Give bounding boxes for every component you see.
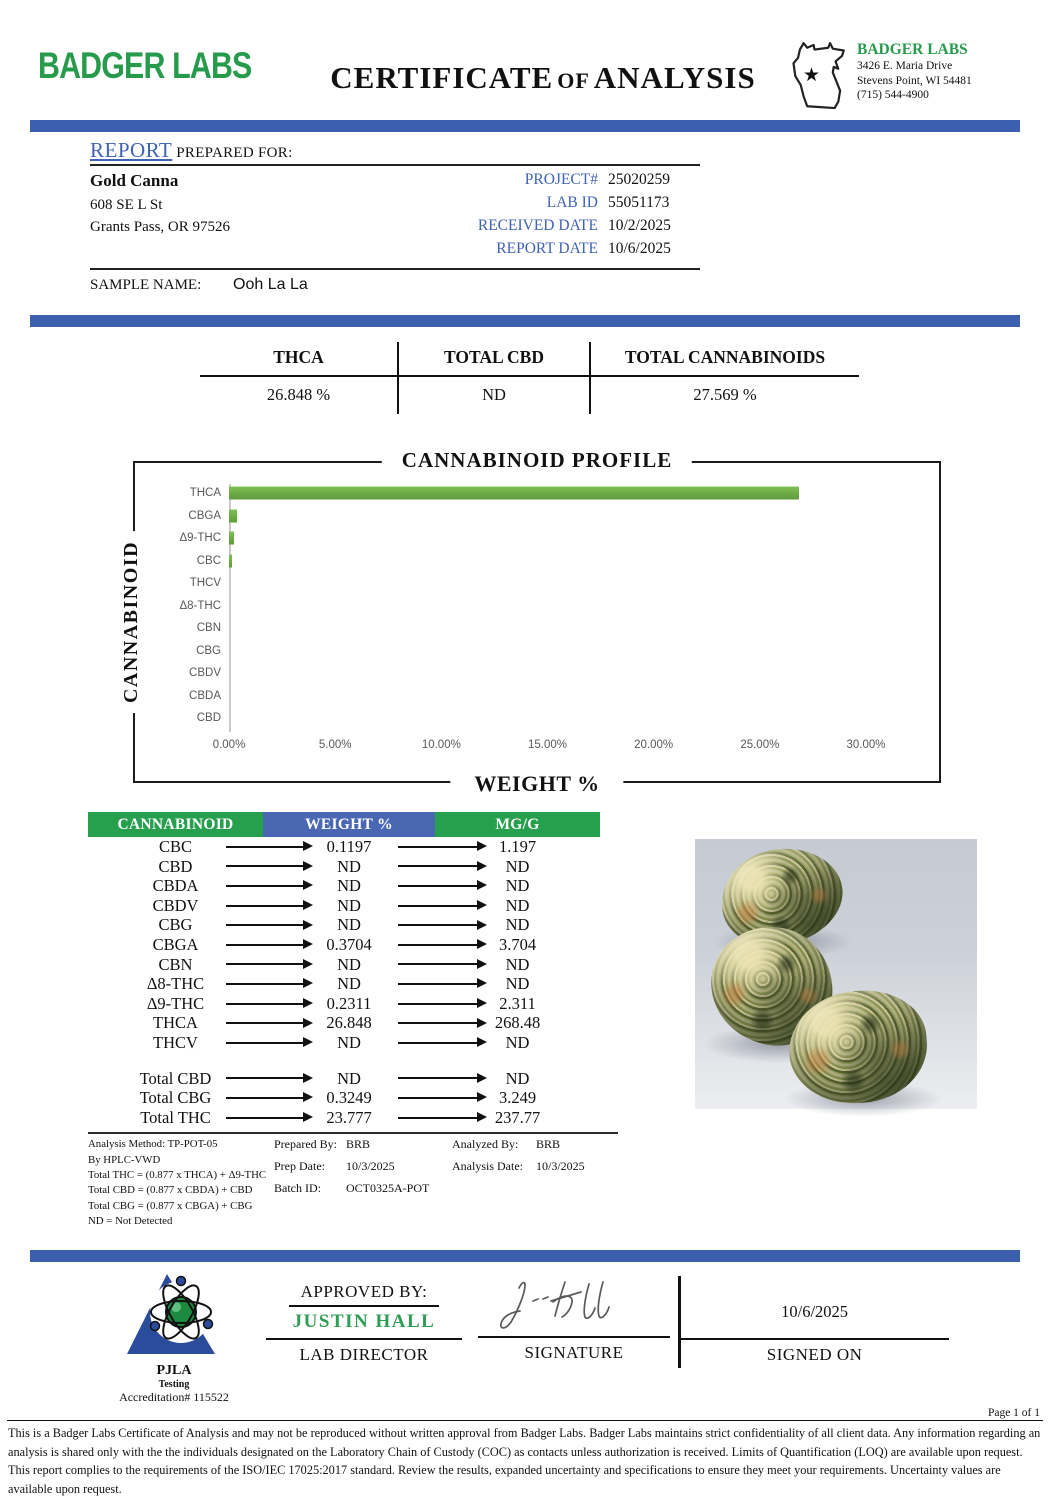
note-field-label: Analyzed By: [452,1137,519,1152]
summary-column [397,342,589,414]
chart-category-label: CBN [196,622,221,635]
header-mgg: MG/G [435,812,600,837]
chart-row [135,640,939,663]
page-title: CERTIFICATE OF ANALYSIS [330,60,756,95]
arrow-icon [398,846,478,848]
weight-percent-value: ND [337,856,361,876]
cannabinoid-name: Δ8-THC [146,974,205,994]
weight-percent-value: 0.3704 [326,934,372,954]
approval-footer [30,1268,1020,1405]
chart-category-label: THCV [189,577,221,590]
mgg-value: ND [505,876,530,896]
arrow-icon [398,1022,478,1024]
arrow-icon [226,1097,304,1099]
prep-info [274,1137,452,1229]
chart-row [135,505,939,528]
chart-bar-track [229,482,866,505]
chart-row [135,550,939,573]
divider-bar [30,120,1020,132]
result-row [88,915,600,935]
weight-percent-value: 23.777 [326,1107,372,1127]
signature-block [478,1274,670,1363]
divider-bar [30,315,1020,327]
weight-percent-value: 0.3249 [326,1088,372,1108]
results-totals [88,1069,600,1128]
report-field-value: 25020259 [608,171,670,188]
arrow-icon [226,1022,304,1024]
weight-percent-value: ND [337,915,361,935]
chart-x-tick-label: 20.00% [634,739,674,751]
arrow-icon [226,944,304,946]
note-line: Total THC = (0.877 x THCA) + Δ9-THC [88,1168,267,1181]
note-line: Analysis Method: TP-POT-05 [88,1138,218,1151]
result-row [88,974,600,994]
mgg-value: ND [505,1032,530,1052]
result-row [88,837,600,857]
chart-category-label: Δ9-THC [179,532,221,545]
cannabinoid-profile-chart [120,448,941,796]
weight-percent-value: ND [337,876,361,896]
summary-table [200,342,1050,414]
client-address1: 608 SE L St [90,197,163,213]
arrow-icon [398,963,478,965]
chart-bar-track [229,505,866,528]
badger-labs-logo [30,38,298,94]
chart-row [135,572,939,595]
cannabinoid-name: THCV [153,1032,198,1052]
results-section [88,812,1050,1229]
cannabinoid-name: Total CBG [139,1088,212,1108]
note-field-value: BRB [346,1137,371,1152]
mgg-value: ND [505,1068,530,1088]
note-field [274,1159,452,1174]
report-info-section [90,138,700,294]
weight-percent-value: ND [337,974,361,994]
result-row [88,1013,600,1033]
cannabinoid-name: CBGA [152,934,199,954]
chart-bar [229,509,237,522]
pjla-accreditation-block [88,1268,260,1405]
chart-title: CANNABINOID PROFILE [382,448,692,473]
arrow-icon [398,885,478,887]
lab-name: BADGER LABS [857,41,968,58]
chart-x-tick-label: 10.00% [421,739,461,751]
client-address2: Grants Pass, OR 97526 [90,219,231,235]
arrow-icon [398,1003,478,1005]
arrow-icon [398,905,478,907]
pjla-name: PJLA [156,1363,192,1379]
report-section-title: REPORT PREPARED FOR: [90,138,700,166]
note-line: ND = Not Detected [88,1214,173,1227]
approved-by-label: APPROVED BY: [289,1282,439,1307]
disclaimer-text: This is a Badger Labs Certificate of Analysis and may not be reproduced without written approval from Badger Labs. Badger Labs maintains strict confidentiality of all client data. Any information regarding an analysis is shared only with the the individuals designated on the Laboratory Chain of Custody (COC) as contacts unless authorization is received. Limits of Quantification (LOQ) are available upon request. This report complies to the requirements of the ISO/IEC 17025:2017 standard. Review the results, expanded uncertainty and specifications to ensure they meet your requirements. Uncertainty values are available upon request. [8,1426,1041,1496]
summary-header: TOTAL CBD [399,342,589,377]
note-line: Total CBD = (0.877 x CBDA) + CBD [88,1184,253,1197]
chart-row [135,527,939,550]
report-field-value: 10/2/2025 [608,217,671,234]
note-field [452,1159,585,1174]
chart-row [135,617,939,640]
arrow-icon [398,924,478,926]
note-field-value: 10/3/2025 [536,1159,585,1174]
chart-x-axis-label: WEIGHT % [450,771,623,797]
arrow-icon [226,983,304,985]
mgg-value: 3.704 [498,934,537,954]
note-field [274,1137,452,1152]
report-field-label: PROJECT# [524,171,598,188]
note-field-label: Prepared By: [274,1137,337,1152]
chart-row [135,482,939,505]
arrow-icon [398,944,478,946]
chart-bar [229,532,234,545]
chart-category-label: CBG [196,644,221,657]
mgg-value: ND [505,954,530,974]
arrow-icon [398,865,478,867]
result-row [88,1088,600,1108]
arrow-icon [226,905,304,907]
mgg-value: ND [505,895,530,915]
sample-name-row [90,270,700,294]
client-block [90,171,230,258]
header-cannabinoid: CANNABINOID [88,812,263,837]
report-field-label: LAB ID [546,194,598,211]
client-name: Gold Canna [90,171,179,190]
footer-rule [7,1420,1043,1421]
chart-x-ticks [212,739,886,755]
chart-category-label: CBGA [188,509,221,522]
result-row [88,896,600,916]
summary-header: THCA [200,342,397,377]
pjla-logo-icon [115,1268,233,1360]
report-field-label: REPORT DATE [496,240,598,257]
approver-name: JUSTIN HALL [266,1307,462,1340]
sample-name-value: Ooh La La [233,276,308,293]
cannabinoid-name: Δ9-THC [146,993,205,1013]
chart-bar-track [229,550,866,573]
chart-x-tick-label: 25.00% [740,739,780,751]
cannabinoid-name: Total THC [140,1107,211,1127]
chart-category-label: Δ8-THC [179,599,221,612]
lab-phone: (715) 544-4900 [857,89,929,102]
chart-y-axis-label: CANNABINOID [120,531,143,713]
chart-x-tick-label: 30.00% [846,739,886,751]
cannabinoid-name: CBDA [152,876,199,896]
chart-bar-track [229,707,866,730]
lab-address-badge [788,38,1020,114]
result-row [88,935,600,955]
chart-row [135,662,939,685]
header-weight: WEIGHT % [263,812,435,837]
results-table [88,812,600,1229]
note-line: Total CBG = (0.877 x CBGA) + CBG [88,1199,253,1212]
report-field-value: 10/6/2025 [608,240,671,257]
weight-percent-value: ND [337,1068,361,1088]
results-rows [88,837,600,1053]
summary-header: TOTAL CANNABINOIDS [591,342,859,377]
arrow-icon [226,1042,304,1044]
mgg-value: ND [505,915,530,935]
note-field-value: OCT0325A-POT [346,1181,430,1196]
cannabinoid-name: CBDV [152,895,199,915]
arrow-icon [398,1077,478,1079]
result-row [88,857,600,877]
chart-row [135,595,939,618]
chart-plot-area [135,482,939,730]
result-row [88,1069,600,1089]
arrow-icon [226,924,304,926]
result-row [88,994,600,1014]
page-number: Page 1 of 1 [987,1407,1040,1420]
mgg-value: 2.311 [499,993,536,1013]
chart-bar-track [229,685,866,708]
weight-percent-value: ND [337,895,361,915]
weight-percent-value: ND [337,1032,361,1052]
pjla-sub: Testing [158,1379,190,1391]
arrow-icon [226,885,304,887]
result-row [88,1033,600,1053]
chart-bar-track [229,595,866,618]
approved-by-block [266,1282,462,1365]
arrow-icon [398,1097,478,1099]
cannabinoid-name: CBG [158,915,193,935]
signature-label: SIGNATURE [524,1343,624,1363]
cannabinoid-name: THCA [153,1013,198,1033]
analysis-method-notes [88,1137,274,1229]
chart-x-tick-label: 15.00% [527,739,568,751]
sample-name-label: SAMPLE NAME: [90,277,202,293]
results-table-header [88,812,600,837]
chart-category-label: CBD [196,712,221,725]
analysis-info [452,1137,585,1229]
cannabinoid-name: Total CBD [139,1068,212,1088]
logo-wordmark: BADGER LABS [38,45,252,86]
pjla-accreditation-number: Accreditation# 115522 [119,1390,229,1405]
arrow-icon [226,865,304,867]
divider-bar [30,1250,1020,1262]
mgg-value: 1.197 [498,837,537,856]
result-row [88,1108,600,1128]
chart-category-label: CBDA [189,689,221,702]
cannabinoid-name: CBC [158,837,193,856]
chart-category-label: THCA [189,487,221,500]
summary-value: 26.848 % [266,385,331,404]
mgg-value: ND [505,974,530,994]
signature-icon [489,1274,659,1334]
result-row [88,876,600,896]
note-field-label: Prep Date: [274,1159,325,1174]
chart-x-tick-label: 5.00% [318,739,352,751]
mgg-value: 237.77 [494,1107,541,1127]
note-field-label: Analysis Date: [452,1159,523,1174]
chart-bar [229,487,799,500]
arrow-icon [226,1117,304,1119]
arrow-icon [398,1042,478,1044]
note-field-label: Batch ID: [274,1181,321,1196]
signed-on-block [681,1274,949,1365]
note-field [452,1137,585,1152]
chart-bar-track [229,617,866,640]
note-field [274,1181,452,1196]
chart-bar-track [229,572,866,595]
summary-column [589,342,859,414]
analysis-notes [88,1134,600,1229]
arrow-icon [226,846,304,848]
chart-row [135,707,939,730]
mgg-value: 268.48 [494,1013,541,1033]
summary-column [200,342,397,414]
note-field-value: 10/3/2025 [346,1159,395,1174]
mgg-value: 3.249 [498,1088,537,1108]
cannabinoid-name: CBD [158,856,193,876]
arrow-icon [398,983,478,985]
lab-address1: 3426 E. Maria Drive [857,60,953,73]
arrow-icon [398,1117,478,1119]
header [0,0,1050,114]
wisconsin-outline-icon [788,40,852,114]
summary-value: 27.569 % [693,385,757,404]
chart-bar-track [229,527,866,550]
cannabinoid-name: CBN [158,954,193,974]
report-fields [478,171,700,258]
chart-category-label: CBC [196,554,221,567]
chart-bar-track [229,662,866,685]
note-field-value: BRB [536,1137,561,1152]
approver-title: LAB DIRECTOR [299,1345,429,1365]
arrow-icon [226,1003,304,1005]
arrow-icon [226,963,304,965]
chart-bar [229,554,232,567]
mgg-value: ND [505,856,530,876]
weight-percent-value: 26.848 [326,1013,372,1033]
note-line: By HPLC-VWD [88,1153,161,1166]
arrow-icon [226,1077,304,1079]
report-field-label: RECEIVED DATE [477,217,598,234]
report-field-value: 55051173 [608,194,670,211]
chart-bar-track [229,640,866,663]
signed-date: 10/6/2025 [781,1302,849,1322]
signed-on-label: SIGNED ON [766,1345,863,1365]
weight-percent-value: 0.2311 [326,993,372,1013]
chart-category-label: CBDV [189,667,221,680]
star-icon: ★ [803,65,821,86]
result-row [88,955,600,975]
weight-percent-value: ND [337,954,361,974]
lab-address2: Stevens Point, WI 54481 [857,74,972,87]
chart-row [135,685,939,708]
chart-x-tick-label: 0.00% [212,739,246,751]
weight-percent-value: 0.1197 [326,837,372,856]
sample-photo [695,839,977,1109]
summary-value: ND [482,385,506,404]
